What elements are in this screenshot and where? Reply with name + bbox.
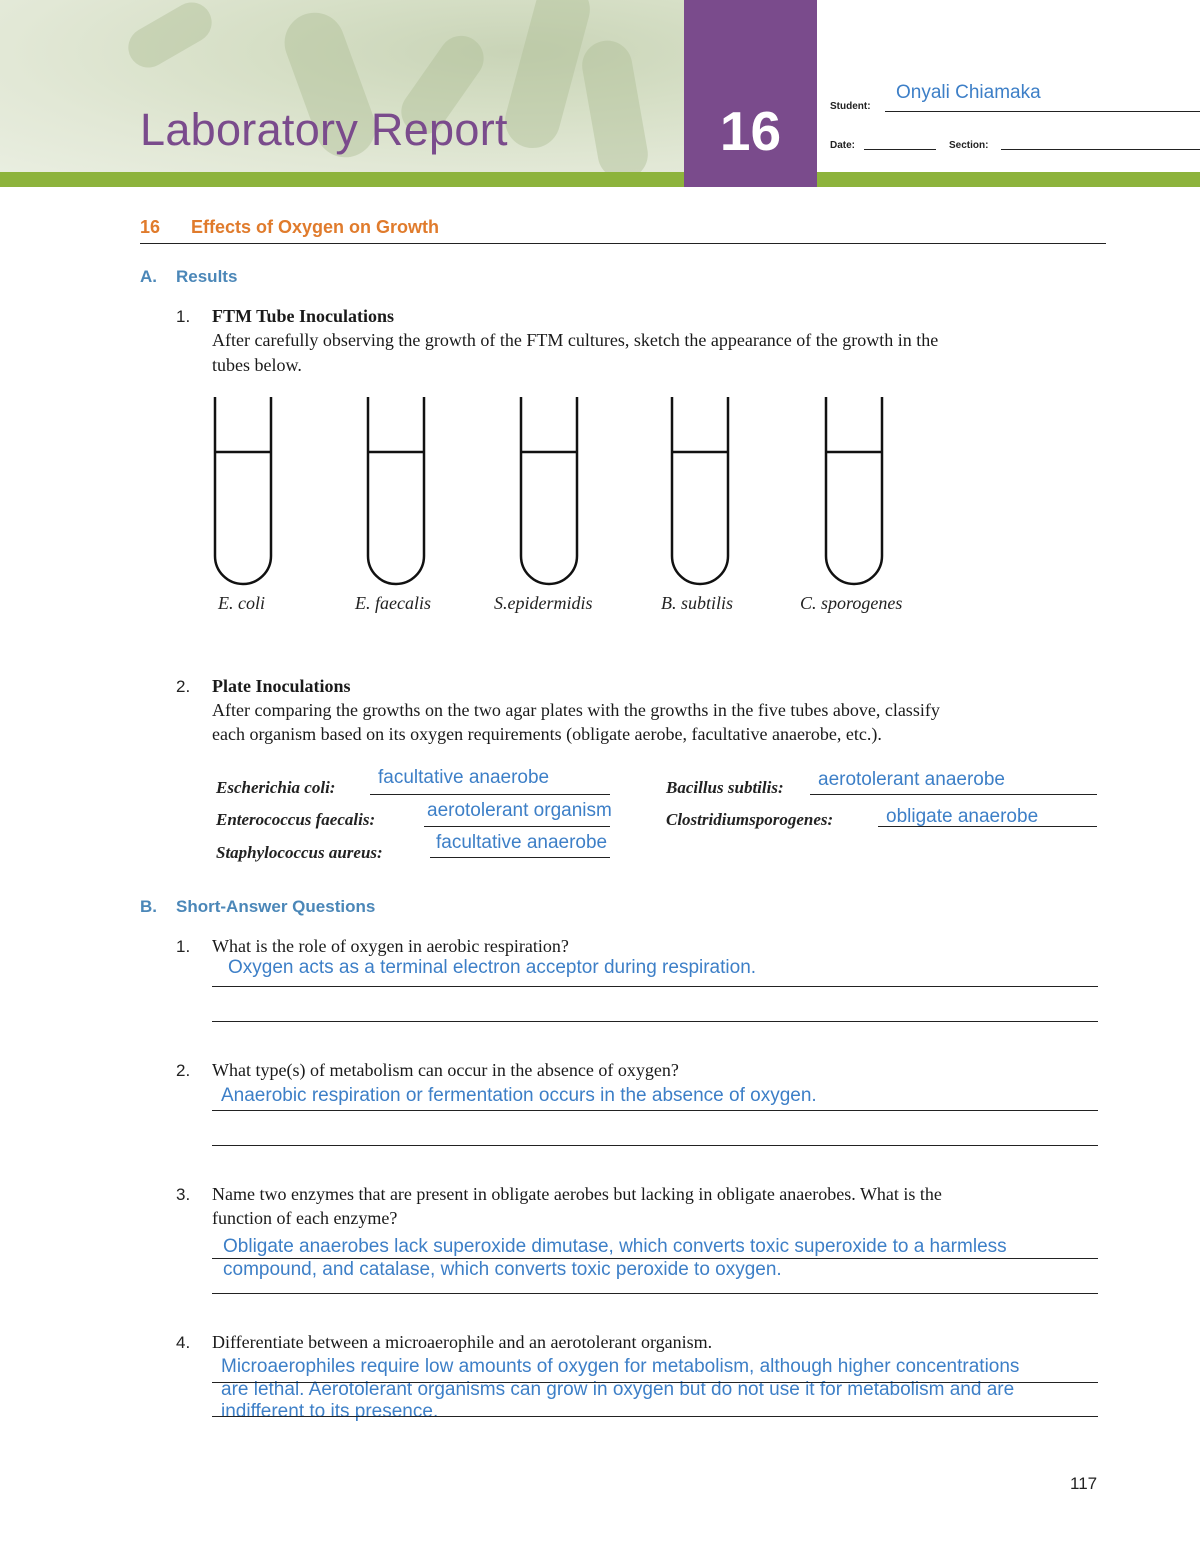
tube-efaecalis (368, 397, 424, 584)
report-title: Laboratory Report (140, 104, 508, 155)
q1-text-line1: After carefully observing the growth of the FTM cultures, sketch the appearance of the growth in the (212, 330, 939, 350)
section-b-title: Short-Answer Questions (176, 897, 376, 916)
b-q3-answer-line1[interactable]: Obligate anaerobes lack superoxide dimutase, which converts toxic superoxide to a harmless (223, 1236, 1007, 1257)
exercise-title: Effects of Oxygen on Growth (191, 217, 440, 237)
page-number: 117 (1070, 1474, 1098, 1493)
b-q2-number: 2. (176, 1061, 191, 1080)
b-q3-rule1 (212, 1258, 1098, 1259)
b-q2-rule1 (212, 1110, 1098, 1111)
section-a-title: Results (176, 267, 238, 286)
tube-ecoli (215, 397, 271, 584)
tube-sepidermidis (521, 397, 577, 584)
tube-label-sepidermidis: S.epidermidis (494, 593, 593, 613)
student-label: Student: (830, 101, 871, 112)
date-label: Date: (830, 140, 856, 151)
b-q2-answer-line1[interactable]: Anaerobic respiration or fermentation occurs in the absence of oxygen. (221, 1085, 817, 1106)
efaecalis-line (424, 826, 610, 827)
b-q1-question: What is the role of oxygen in aerobic respiration? (212, 936, 569, 956)
tube-label-ecoli: E. coli (218, 593, 265, 613)
q1-title: FTM Tube Inoculations (212, 306, 395, 326)
section-b-letter: B. (140, 897, 157, 916)
tube-label-bsubtilis: B. subtilis (661, 593, 734, 613)
b-q3-answer-line2[interactable]: compound, and catalase, which converts toxic peroxide to oxygen. (223, 1259, 782, 1280)
b-q1-rule2 (212, 1021, 1098, 1022)
q2-title: Plate Inoculations (212, 676, 351, 696)
tube-bsubtilis (672, 397, 728, 584)
b-q4-answer-line1[interactable]: Microaerophiles require low amounts of oxygen for metabolism, although higher concentrations (221, 1356, 1020, 1377)
saureus-line (430, 857, 610, 858)
b-q3-number: 3. (176, 1185, 191, 1204)
q1-text-line2: tubes below. (212, 355, 302, 375)
b-q4-answer-line2[interactable]: are lethal. Aerotolerant organisms can grow in oxygen but do not use it for metabolism and are (221, 1379, 1015, 1400)
tube-label-efaecalis: E. faecalis (355, 593, 431, 613)
report-number: 16 (719, 100, 782, 162)
b-q3-rule2 (212, 1293, 1098, 1294)
b-q2-rule2 (212, 1145, 1098, 1146)
section-label: Section: (949, 140, 989, 151)
saureus-label: Staphylococcus aureus: (216, 843, 383, 862)
b-q3-question-line2: function of each enzyme? (212, 1208, 398, 1228)
tube-label-csporogenes: C. sporogenes (800, 593, 903, 613)
b-q2-question: What type(s) of metabolism can occur in the absence of oxygen? (212, 1060, 679, 1080)
ecoli-answer[interactable]: facultative anaerobe (378, 767, 550, 788)
q2-text-line1: After comparing the growths on the two agar plates with the growths in the five tubes above, classify (212, 700, 940, 720)
efaecalis-label: Enterococcus faecalis: (216, 810, 376, 829)
q2-number: 2. (176, 677, 191, 696)
q1-number: 1. (176, 307, 191, 326)
b-q4-number: 4. (176, 1333, 191, 1352)
ecoli-label: Escherichia coli: (216, 778, 336, 797)
csporogenes-label: Clostridiumsporogenes: (666, 810, 834, 829)
ecoli-line (370, 794, 610, 795)
b-q4-answer-line3[interactable]: indifferent to its presence. (221, 1401, 439, 1422)
csporogenes-answer[interactable]: obligate anaerobe (886, 806, 1039, 827)
student-name[interactable]: Onyali Chiamaka (896, 82, 1041, 103)
b-q4-question: Differentiate between a microaerophile and an aerotolerant organism. (212, 1332, 713, 1352)
exercise-number: 16 (140, 217, 161, 237)
b-q1-rule1 (212, 986, 1098, 987)
q2-text-line2: each organism based on its oxygen requirements (obligate aerobe, facultative anaerobe, etc.). (212, 724, 882, 744)
b-q1-number: 1. (176, 937, 191, 956)
b-q1-answer-line1[interactable]: Oxygen acts as a terminal electron acceptor during respiration. (228, 957, 757, 978)
tubes-diagram (0, 0, 1200, 620)
bsubtilis-line (810, 794, 1097, 795)
tube-csporogenes (826, 397, 882, 584)
b-q4-rule1 (212, 1382, 1098, 1383)
b-q3-question-line1: Name two enzymes that are present in obligate aerobes but lacking in obligate anaerobes. What is the (212, 1184, 942, 1204)
section-a-letter: A. (140, 267, 157, 286)
efaecalis-answer[interactable]: aerotolerant organism (427, 800, 612, 821)
b-q4-rule2 (212, 1416, 1098, 1417)
bsubtilis-label: Bacillus subtilis: (666, 778, 784, 797)
saureus-answer[interactable]: facultative anaerobe (436, 832, 608, 853)
bsubtilis-answer[interactable]: aerotolerant anaerobe (818, 769, 1005, 790)
